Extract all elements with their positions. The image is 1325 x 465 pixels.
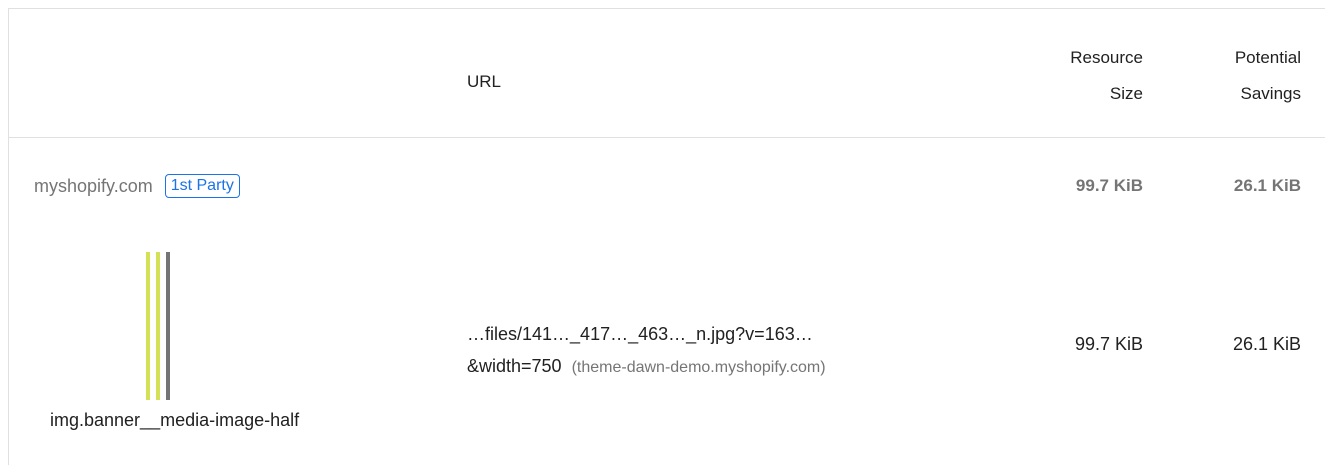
element-thumbnail <box>146 252 174 400</box>
table-header <box>8 8 1325 138</box>
url-column-header: URL <box>467 72 502 91</box>
resource-url-line2: &width=750 <box>467 356 562 376</box>
first-party-badge: 1st Party <box>165 174 240 198</box>
thumbnail-stripe <box>156 252 160 400</box>
resource-url[interactable] <box>467 318 826 384</box>
thumbnail-stripe <box>146 252 150 400</box>
resource-origin: (theme-dawn-demo.myshopify.com) <box>571 359 826 376</box>
potential-savings-column-header <box>1235 40 1301 112</box>
entity-group-row <box>0 138 1325 238</box>
potential-savings-header-line2: Savings <box>1240 84 1301 103</box>
item-resource-size: 99.7 KiB <box>1074 334 1143 354</box>
element-selector-label[interactable]: img.banner__media-image-half <box>50 410 300 430</box>
resource-size-column-header <box>1070 40 1143 112</box>
group-resource-size: 99.7 KiB <box>1075 176 1143 195</box>
entity-name <box>34 174 240 198</box>
resource-size-header-line2: Size <box>1109 84 1143 103</box>
potential-savings-header-line1: Potential <box>1234 48 1301 67</box>
resource-size-header-line1: Resource <box>1070 48 1143 67</box>
group-potential-savings: 26.1 KiB <box>1233 176 1301 195</box>
thumbnail-stripe <box>166 252 170 400</box>
entity-name-text: myshopify.com <box>34 175 153 196</box>
resource-url-line1: …files/141…_417…_463…_n.jpg?v=163… <box>467 324 813 344</box>
item-potential-savings: 26.1 KiB <box>1232 334 1301 354</box>
